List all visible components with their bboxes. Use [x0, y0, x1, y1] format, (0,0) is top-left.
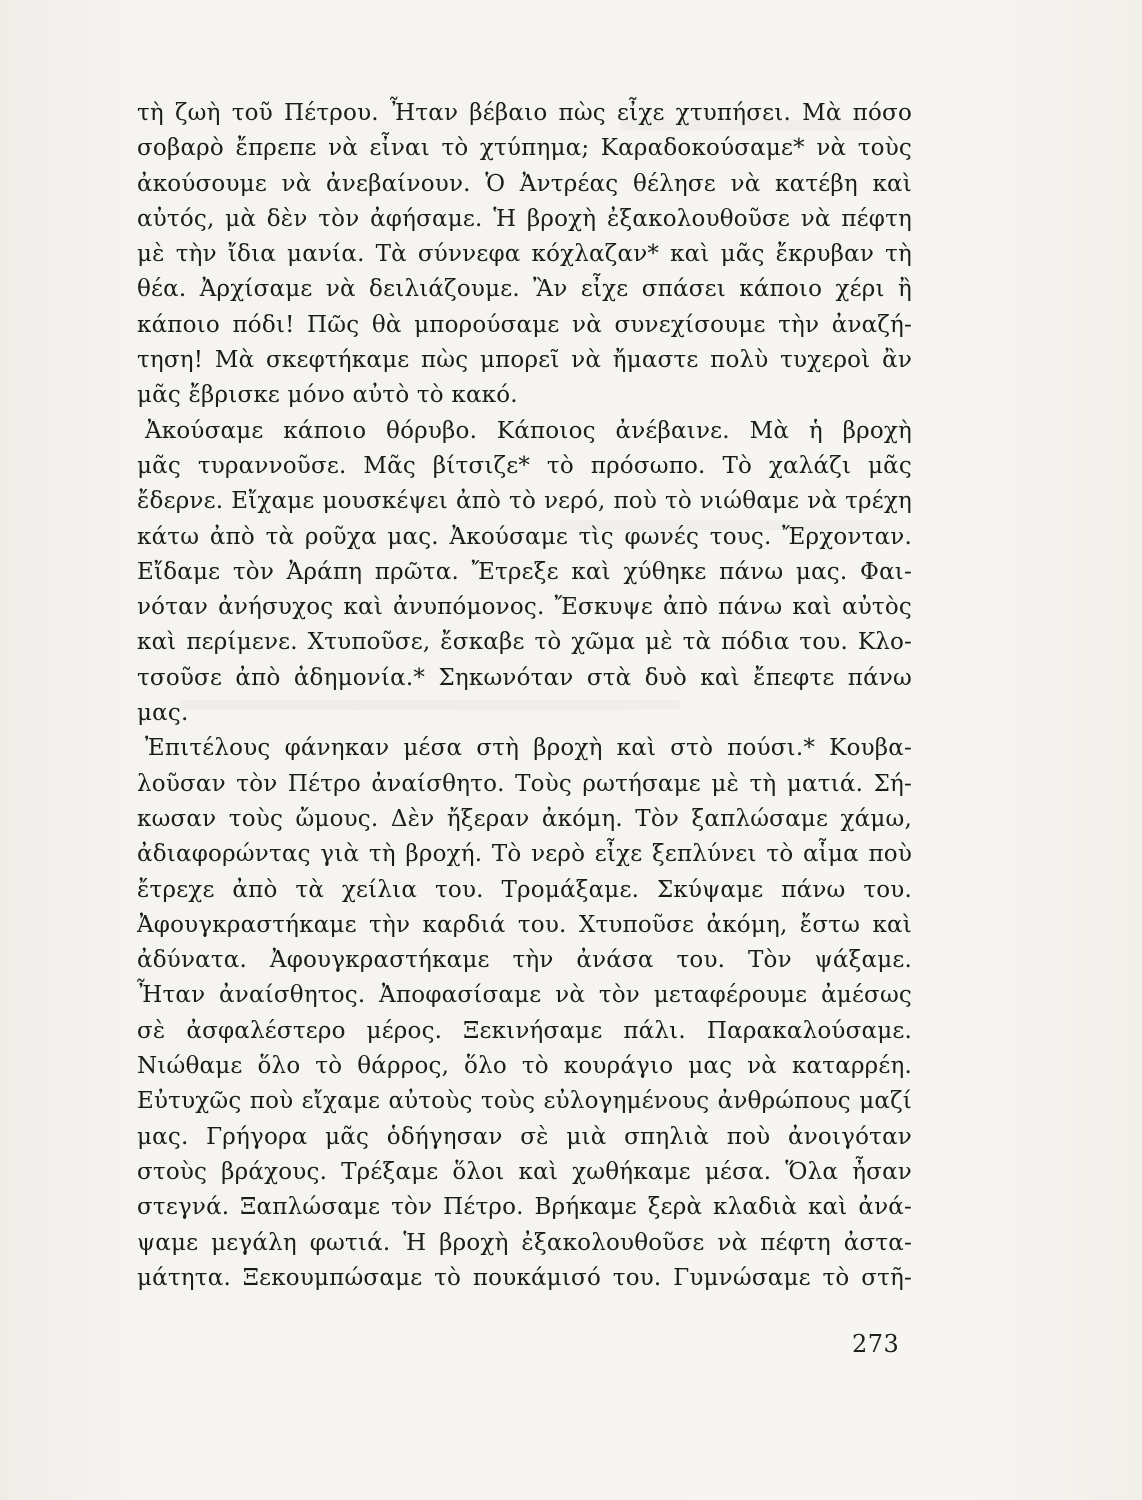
text-line: μάτητα. Ξεκουμπώσαμε τὸ πουκάμισό του. Γυμνώσαμε τὸ στῆ- [137, 1264, 912, 1291]
text-line: θέα. Ἀρχίσαμε νὰ δειλιάζουμε. Ἂν εἶχε σπάσει κάποιο χέρι ἢ [137, 276, 912, 303]
text-line: λοῦσαν τὸν Πέτρο ἀναίσθητο. Τοὺς ρωτήσαμε μὲ τὴ ματιά. Σή- [137, 770, 912, 797]
text-line: στοὺς βράχους. Τρέξαμε ὅλοι καὶ χωθήκαμε μέσα. Ὅλα ἦσαν [137, 1158, 912, 1185]
text-line: Εἴδαμε τὸν Ἀράπη πρῶτα. Ἔτρεξε καὶ χύθηκε πάνω μας. Φαι- [137, 558, 912, 585]
text-line: ἔδερνε. Εἴχαμε μουσκέψει ἀπὸ τὸ νερό, ποὺ τὸ νιώθαμε νὰ τρέχη [137, 488, 912, 515]
text-line: κάποιο πόδι! Πῶς θὰ μπορούσαμε νὰ συνεχίσουμε τὴν ἀναζή- [137, 311, 912, 338]
paragraph [137, 414, 912, 732]
text-line: μᾶς τυραννοῦσε. Μᾶς βίτσιζε* τὸ πρόσωπο. Τὸ χαλάζι μᾶς [137, 452, 912, 479]
page-number: 273 [852, 1330, 900, 1358]
text-line: νόταν ἀνήσυχος καὶ ἀνυπόμονος. Ἔσκυψε ἀπὸ πάνω καὶ αὐτὸς [137, 594, 912, 621]
body-text [137, 96, 912, 1296]
text-line: αὐτός, μὰ δὲν τὸν ἀφήσαμε. Ἡ βροχὴ ἐξακολουθοῦσε νὰ πέφτη [137, 205, 912, 232]
text-line: Ἀκούσαμε κάποιο θόρυβο. Κάποιος ἀνέβαινε. Μὰ ἡ βροχὴ [145, 417, 912, 444]
text-line: τὴ ζωὴ τοῦ Πέτρου. Ἦταν βέβαιο πὼς εἶχε χτυπήσει. Μὰ πόσο [137, 100, 912, 126]
text-line: στεγνά. Ξαπλώσαμε τὸν Πέτρο. Βρήκαμε ξερὰ κλαδιὰ καὶ ἀνά- [137, 1194, 912, 1221]
text-line: Νιώθαμε ὅλο τὸ θάρρος, ὅλο τὸ κουράγιο μας νὰ καταρρέη. [137, 1053, 912, 1080]
text-line: ἀκούσουμε νὰ ἀνεβαίνουν. Ὁ Ἀντρέας θέλησε νὰ κατέβη καὶ [137, 170, 912, 197]
text-line: μας. [137, 700, 189, 727]
paragraph [137, 731, 912, 1296]
text-line: μᾶς ἔβρισκε μόνο αὐτὸ τὸ κακό. [137, 382, 518, 409]
text-line: κάτω ἀπὸ τὰ ροῦχα μας. Ἀκούσαμε τὶς φωνές τους. Ἔρχονταν. [137, 523, 912, 550]
text-line: καὶ περίμενε. Χτυποῦσε, ἔσκαβε τὸ χῶμα μὲ τὰ πόδια του. Κλο- [137, 629, 912, 656]
text-line: τηση! Μὰ σκεφτήκαμε πὼς μπορεῖ νὰ ἤμαστε πολὺ τυχεροὶ ἂν [137, 347, 912, 374]
text-line: τσοῦσε ἀπὸ ἀδημονία.* Σηκωνόταν στὰ δυὸ καὶ ἔπεφτε πάνω [137, 664, 912, 691]
text-line: Ἀφουγκραστήκαμε τὴν καρδιά του. Χτυποῦσε ἀκόμη, ἔστω καὶ [137, 911, 912, 938]
text-line: ἀδύνατα. Ἀφουγκραστήκαμε τὴν ἀνάσα του. Τὸν ψάξαμε. [137, 947, 912, 974]
paragraph [137, 96, 912, 414]
text-line: ἔτρεχε ἀπὸ τὰ χείλια του. Τρομάξαμε. Σκύψαμε πάνω του. [137, 876, 912, 903]
text-line: μὲ τὴν ἴδια μανία. Τὰ σύννεφα κόχλαζαν* καὶ μᾶς ἔκρυβαν τὴ [137, 241, 912, 268]
text-line: Ἐπιτέλους φάνηκαν μέσα στὴ βροχὴ καὶ στὸ πούσι.* Κουβα- [145, 735, 912, 762]
text-line: σὲ ἀσφαλέστερο μέρος. Ξεκινήσαμε πάλι. Παρακαλούσαμε. [137, 1017, 912, 1044]
text-line: σοβαρὸ ἔπρεπε νὰ εἶναι τὸ χτύπημα; Καραδοκούσαμε* νὰ τοὺς [137, 135, 912, 162]
text-line: Ἦταν ἀναίσθητος. Ἀποφασίσαμε νὰ τὸν μεταφέρουμε ἀμέσως [137, 982, 912, 1009]
text-line: μας. Γρήγορα μᾶς ὁδήγησαν σὲ μιὰ σπηλιὰ ποὺ ἀνοιγόταν [137, 1123, 912, 1150]
text-line: κωσαν τοὺς ὤμους. Δὲν ἤξεραν ἀκόμη. Τὸν ξαπλώσαμε χάμω, [137, 805, 912, 832]
text-line: ψαμε μεγάλη φωτιά. Ἡ βροχὴ ἐξακολουθοῦσε νὰ πέφτη ἀστα- [137, 1229, 912, 1256]
text-line: Εὐτυχῶς ποὺ εἴχαμε αὐτοὺς τοὺς εὐλογημένους ἀνθρώπους μαζί [137, 1088, 912, 1115]
text-line: ἀδιαφορώντας γιὰ τὴ βροχή. Τὸ νερὸ εἶχε ξεπλύνει τὸ αἷμα ποὺ [137, 841, 912, 868]
